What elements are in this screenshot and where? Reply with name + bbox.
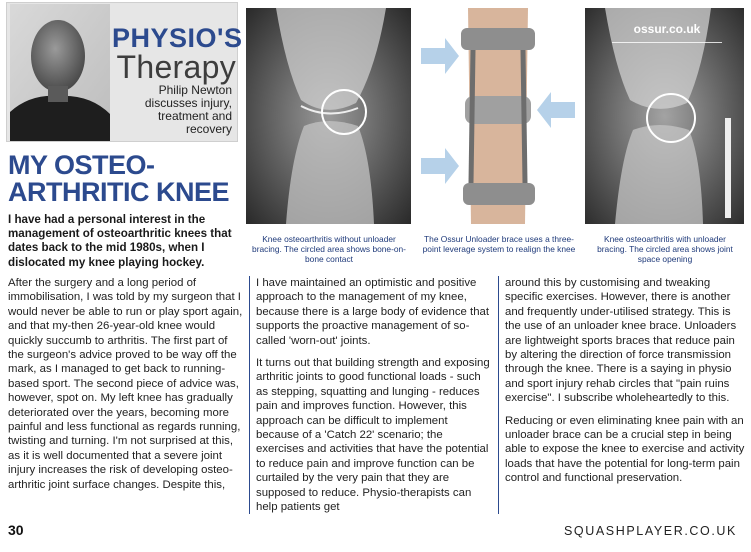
- article-headline: [8, 152, 240, 206]
- photo-credit: ossur.co.uk: [633, 22, 701, 36]
- author-portrait: [10, 4, 110, 141]
- unloader-brace-photo: [413, 8, 583, 224]
- article-intro: I have had a personal interest in the management of osteoarthritic knees that dates back to the mid 1980s, when I dislocated my knee playing hockey.: [8, 213, 232, 269]
- column-title-line1: PHYSIO'S: [112, 23, 243, 53]
- page-number: 30: [8, 522, 24, 538]
- body-column-2: [256, 276, 492, 523]
- xray-without-brace-photo: [246, 8, 411, 224]
- body-column-1: [8, 276, 244, 500]
- caption-unloader-brace: The Ossur Unloader brace uses a three-point leverage system to realign the knee: [422, 234, 576, 254]
- caption-xray-without-brace: Knee osteoarthritis without unloader bracing. The circled area shows bone-on-bone contact: [252, 234, 406, 264]
- byline-line: treatment and: [157, 109, 232, 123]
- byline-line: discusses injury,: [144, 96, 232, 110]
- body-paragraph: It turns out that building strength and exposing arthritic joints to good functional loads - such as stepping, squatting and lunging - reduces pain and improves function. However, this approach can be difficult to implement because of a 'Catch 22' scenario; the exercises and activities that have the potential to reduce pain and improve function can be curtailed by the very pain that they are supposed to reduce. Physio-therapists can help patients get: [256, 357, 490, 514]
- byline-line: Philip Newton: [158, 83, 232, 97]
- site-url: SQUASHPLAYER.CO.UK: [563, 524, 737, 538]
- body-paragraph: around this by customising and tweaking specific exercises. However, there is another and frequently under-utilised strategy. This is the use of an unloader knee brace. Unloaders are lightweight sports braces that reduce pain by altering the direction of force transmission through the knee. There is a saying in physio and sport injury rehab circles that "pain ruins exercise". I subscribe wholeheartedly to this.: [505, 277, 737, 405]
- xray-with-brace-photo: [585, 8, 744, 224]
- headline-line2: ARTHRITIC KNEE: [8, 177, 229, 207]
- caption-xray-with-brace: Knee osteoarthritis with unloader bracing. The circled area shows joint space opening: [597, 234, 733, 264]
- body-paragraph: I have maintained an optimistic and positive approach to the management of my knee, because there is a large body of evidence that supports the proactive management of so-called 'worn-out' joints.: [256, 277, 490, 347]
- body-paragraph: Reducing or even eliminating knee pain with an unloader brace can be a crucial step in being able to expose the knee to exercise and activity loads that have the potential for long-term pain control and functional preservation.: [505, 414, 745, 485]
- photo-credit-underline: [612, 42, 722, 43]
- column-byline: [112, 84, 232, 136]
- column-title-line2: Therapy: [116, 49, 236, 85]
- headline-line1: MY OSTEO-: [8, 150, 155, 180]
- column-divider: [249, 276, 250, 514]
- byline-line: recovery: [185, 122, 232, 136]
- body-column-3: [505, 276, 745, 494]
- body-paragraph: After the surgery and a long period of immobilisation, I was told by my surgeon that I would never be able to run or play sport again, and that my-then 26-year-old knee would quickly succumb to arthritis. The first part of the surgeon's advice proved to be way off the mark, as I managed to get back to running-based sport. The second piece of advice was, however, spot on. My left knee has gradually deteriorated over the years, becoming more painful and less functional as regards running, twisting and turning. I'm not surprised at this, as it is well documented that a severe joint injury increases the risk of developing osteo-arthritic joint surface changes. Despite this,: [8, 277, 243, 491]
- column-divider: [498, 276, 499, 514]
- column-title: [112, 23, 243, 85]
